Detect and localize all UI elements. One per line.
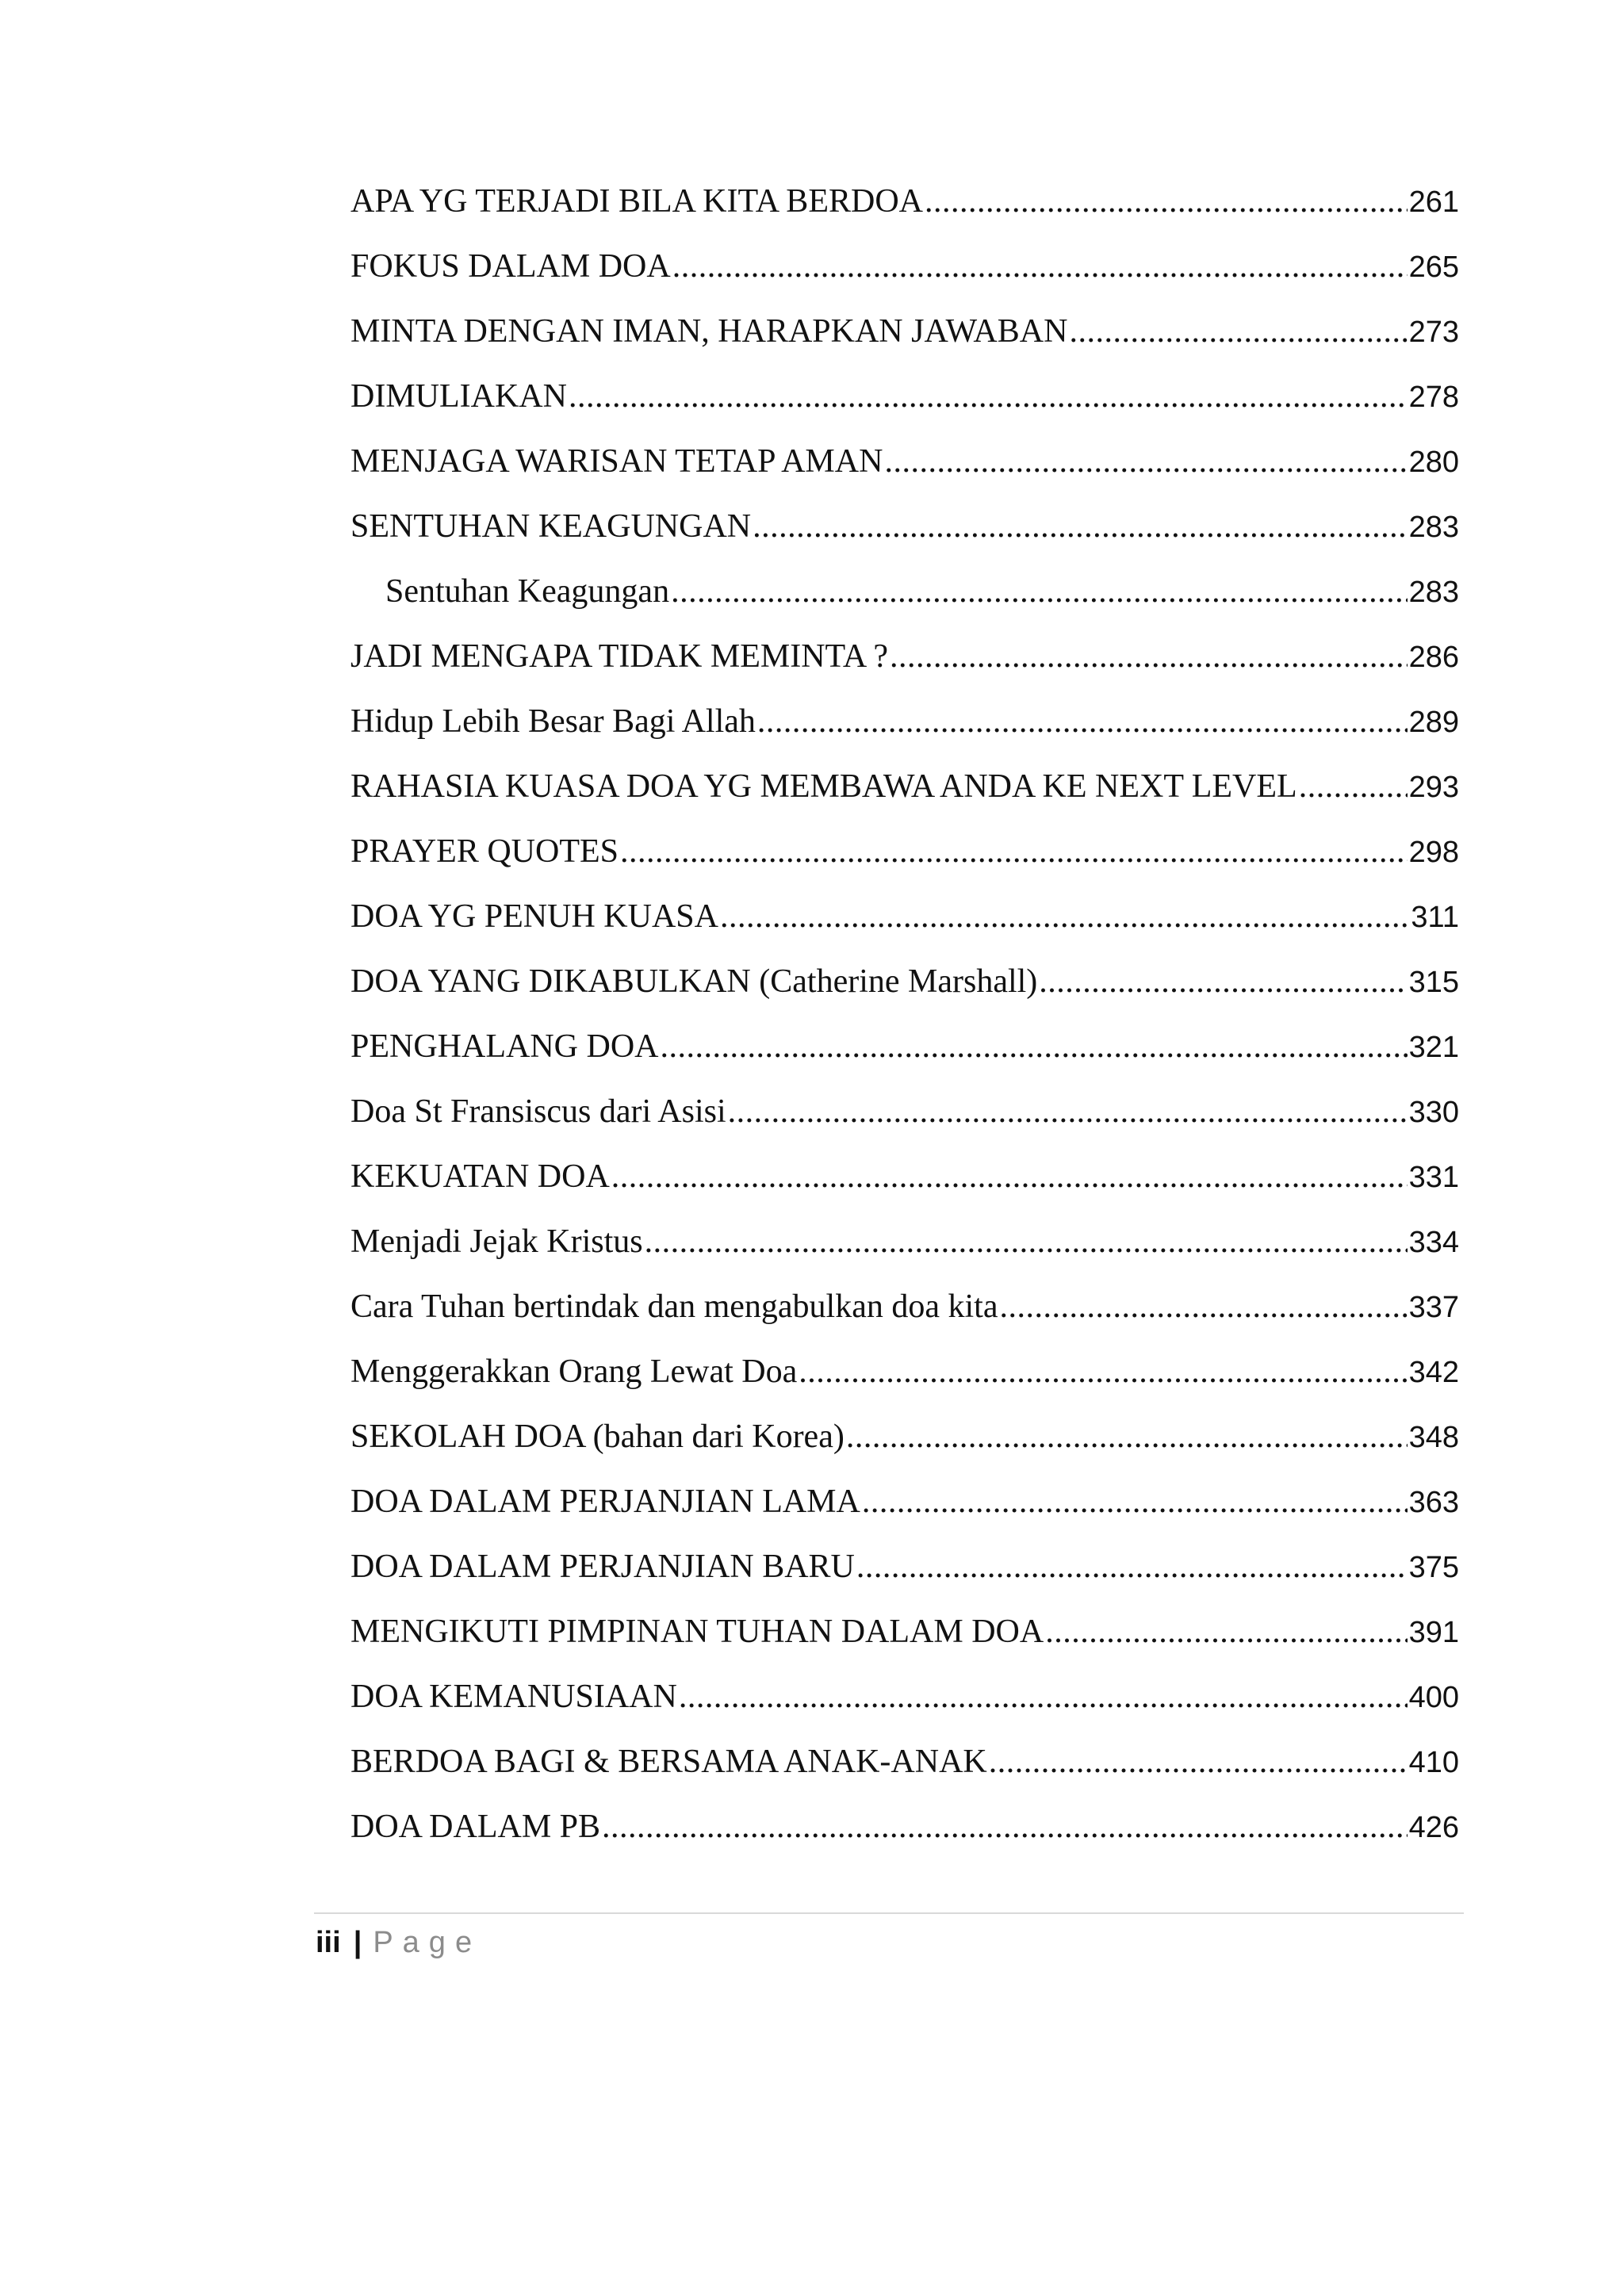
toc-entry-page: 391: [1408, 1616, 1459, 1649]
toc-dot-leader: [999, 1281, 1407, 1332]
toc-dot-leader: [645, 1216, 1408, 1267]
toc-entry[interactable]: [350, 1541, 1459, 1606]
toc-dot-leader: [720, 891, 1409, 942]
toc-entry-page: 337: [1408, 1291, 1459, 1324]
toc-entry-title: RAHASIA KUASA DOA YG MEMBAWA ANDA KE NEXT LEVEL: [350, 768, 1297, 805]
toc-dot-leader: [611, 1151, 1408, 1202]
toc-entry-page: 298: [1408, 836, 1459, 869]
toc-entry-title: Menjadi Jejak Kristus: [350, 1223, 643, 1260]
toc-entry[interactable]: [350, 1411, 1459, 1476]
toc-entry[interactable]: [350, 241, 1459, 306]
toc-entry[interactable]: [350, 1281, 1459, 1346]
toc-entry-page: 348: [1408, 1421, 1459, 1454]
toc-entry-page: 400: [1408, 1681, 1459, 1714]
toc-dot-leader: [1069, 306, 1407, 357]
toc-dot-leader: [1299, 761, 1408, 812]
toc-dot-leader: [620, 826, 1408, 877]
toc-entry[interactable]: [350, 1021, 1459, 1086]
toc-entry-title: FOKUS DALAM DOA: [350, 248, 671, 285]
page-number: iii: [316, 1925, 341, 1959]
toc-dot-leader: [856, 1541, 1408, 1592]
toc-dot-leader: [799, 1346, 1407, 1397]
toc-dot-leader: [728, 1086, 1408, 1137]
toc-entry-page: 426: [1408, 1811, 1459, 1844]
toc-entry-page: 315: [1408, 966, 1459, 999]
toc-dot-leader: [569, 371, 1408, 422]
toc-entry-page: 283: [1408, 511, 1459, 544]
toc-entry-page: 283: [1408, 576, 1459, 609]
toc-entry[interactable]: [350, 371, 1459, 436]
toc-entry[interactable]: [350, 1151, 1459, 1216]
toc-entry-page: 293: [1408, 771, 1459, 804]
toc-entry-title: SEKOLAH DOA (bahan dari Korea): [350, 1418, 845, 1455]
toc-entry-page: 363: [1408, 1486, 1459, 1519]
toc-entry-title: JADI MENGAPA TIDAK MEMINTA ?: [350, 638, 888, 675]
toc-entry-page: 321: [1408, 1031, 1459, 1064]
toc-entry[interactable]: [350, 1346, 1459, 1411]
toc-dot-leader: [671, 566, 1408, 617]
toc-entry-page: 330: [1408, 1096, 1459, 1129]
toc-entry-title: MENGIKUTI PIMPINAN TUHAN DALAM DOA: [350, 1614, 1044, 1650]
toc-dot-leader: [890, 631, 1408, 682]
toc-entry[interactable]: [350, 826, 1459, 891]
toc-entry-title: MINTA DENGAN IMAN, HARAPKAN JAWABAN: [350, 313, 1068, 350]
toc-entry[interactable]: [350, 891, 1459, 956]
toc-entry[interactable]: [350, 1671, 1459, 1736]
toc-dot-leader: [660, 1021, 1407, 1072]
toc-entry-title: Hidup Lebih Besar Bagi Allah: [350, 703, 756, 740]
toc-entry-title: DIMULIAKAN: [350, 378, 567, 415]
toc-entry-title: DOA DALAM PB: [350, 1809, 601, 1845]
toc-entry[interactable]: [350, 1606, 1459, 1671]
toc-entry-page: 334: [1408, 1226, 1459, 1259]
toc-entry[interactable]: [350, 956, 1459, 1021]
toc-dot-leader: [925, 176, 1408, 227]
toc-entry[interactable]: [350, 566, 1459, 631]
toc-entry-page: 289: [1408, 706, 1459, 739]
toc-entry-title: Cara Tuhan bertindak dan mengabulkan doa kita: [350, 1288, 998, 1325]
page-footer: [316, 1919, 481, 1966]
toc-entry-title: APA YG TERJADI BILA KITA BERDOA: [350, 183, 923, 220]
toc-dot-leader: [862, 1476, 1408, 1527]
toc-dot-leader: [1039, 956, 1407, 1007]
toc-entry[interactable]: [350, 501, 1459, 566]
toc-entry[interactable]: [350, 761, 1459, 826]
footer-divider: [314, 1912, 1464, 1914]
toc-entry[interactable]: [350, 1086, 1459, 1151]
footer-page-label: Page: [373, 1925, 482, 1959]
toc-entry-page: 410: [1408, 1746, 1459, 1779]
toc-entry[interactable]: [350, 1736, 1459, 1801]
toc-entry-page: 286: [1408, 641, 1459, 674]
toc-entry-title: Doa St Fransiscus dari Asisi: [350, 1093, 726, 1130]
toc-entry-title: DOA YANG DIKABULKAN (Catherine Marshall): [350, 963, 1038, 1000]
toc-dot-leader: [1045, 1606, 1407, 1657]
toc-dot-leader: [884, 436, 1407, 487]
toc-entry[interactable]: [350, 306, 1459, 371]
toc-entry-title: PRAYER QUOTES: [350, 833, 619, 870]
toc-dot-leader: [846, 1411, 1408, 1462]
toc-entry-title: DOA KEMANUSIAAN: [350, 1679, 677, 1715]
toc-dot-leader: [989, 1736, 1408, 1787]
toc-entry[interactable]: [350, 1216, 1459, 1281]
toc-entry-title: DOA DALAM PERJANJIAN LAMA: [350, 1483, 860, 1520]
toc-entry-page: 261: [1408, 186, 1459, 219]
toc-entry-page: 331: [1408, 1161, 1459, 1194]
toc-entry-page: 342: [1408, 1356, 1459, 1389]
toc-entry-title: DOA YG PENUH KUASA: [350, 898, 718, 935]
toc-entry-page: 375: [1408, 1551, 1459, 1584]
toc-entry-title: DOA DALAM PERJANJIAN BARU: [350, 1548, 855, 1585]
toc-entry-title: PENGHALANG DOA: [350, 1028, 659, 1065]
footer-separator: |: [353, 1925, 362, 1959]
toc-entry-title: BERDOA BAGI & BERSAMA ANAK-ANAK: [350, 1744, 987, 1780]
toc-entry[interactable]: [350, 436, 1459, 501]
toc-entry-page: 273: [1408, 316, 1459, 349]
toc-entry-title: MENJAGA WARISAN TETAP AMAN: [350, 443, 883, 480]
toc-dot-leader: [672, 241, 1408, 292]
toc-dot-leader: [753, 501, 1407, 552]
toc-entry-title: SENTUHAN KEAGUNGAN: [350, 508, 752, 545]
toc-entry[interactable]: [350, 1801, 1459, 1866]
toc-entry-page: 265: [1408, 251, 1459, 284]
toc-entry[interactable]: [350, 696, 1459, 761]
toc-entry-title: Menggerakkan Orang Lewat Doa: [350, 1353, 798, 1390]
toc-entry-title: Sentuhan Keagungan: [385, 573, 670, 610]
table-of-contents: [350, 176, 1459, 1866]
toc-dot-leader: [602, 1801, 1408, 1852]
toc-entry-title: KEKUATAN DOA: [350, 1158, 610, 1195]
toc-dot-leader: [757, 696, 1408, 747]
toc-entry[interactable]: [350, 1476, 1459, 1541]
toc-entry-page: 278: [1408, 381, 1459, 414]
toc-entry-page: 280: [1408, 446, 1459, 479]
toc-entry[interactable]: [350, 631, 1459, 696]
toc-entry[interactable]: [350, 176, 1459, 241]
toc-entry-page: 311: [1411, 901, 1459, 934]
toc-dot-leader: [679, 1671, 1408, 1722]
